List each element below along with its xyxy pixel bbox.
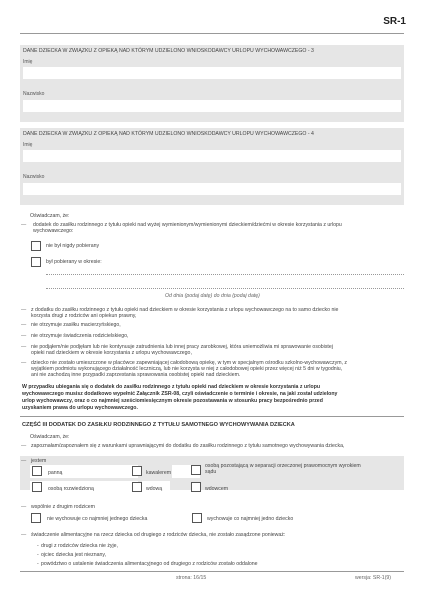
child-block-3-heading: DANE DZIECKA W ZWIĄZKU Z OPIEKĄ NAD KTÓRYM UDZIELONO WNIOSKODAWCY URLOPU WYCHOWAWCZEGO - 3: [23, 48, 314, 54]
dash-marker: —: [21, 344, 27, 350]
reason-marker: -: [37, 543, 39, 549]
dash-marker: —: [21, 322, 27, 328]
reason-3: powództwo o ustalenie świadczenia alimentacyjnego od drugiego z rodziców zostało oddalone: [41, 561, 258, 567]
separacja-checkbox[interactable]: [191, 465, 201, 475]
imie-label: Imię: [23, 59, 33, 65]
opt-never-received: nie był nigdy pobierany: [46, 243, 100, 249]
opt-rozwiedziona: osobą rozwiedzioną: [48, 486, 94, 492]
dash-marker: —: [21, 443, 27, 449]
dash-marker: —: [21, 360, 27, 366]
decl-item-4-l1: nie podjąłem/nie podjęłam lub nie kontynuuje zatrudnienia lub innej pracy zarobkowej, która uniemożliwia mi sprawowanie osobistej: [31, 344, 333, 350]
dash-marker: —: [21, 532, 27, 538]
reason-2: ojciec dziecka jest nieznany,: [41, 552, 107, 558]
dash-marker: —: [21, 222, 27, 228]
nazwisko-label: Nazwisko: [23, 174, 45, 180]
opt-received-period: był pobierany w okresie:: [46, 259, 102, 265]
never-received-checkbox[interactable]: [31, 241, 41, 251]
part3-intro: Oświadczam, że:: [30, 434, 70, 440]
alimenty-text: świadczenie alimentacyjne na rzecz dziecka od drugiego z rodziców dziecka, nie zostało zasądzone ponieważ:: [31, 532, 286, 538]
date-line-2[interactable]: [46, 288, 404, 289]
form-code: SR-1: [383, 16, 406, 27]
opt-wdowcem: wdowcem: [205, 486, 229, 492]
form-version: wersja: SR-1(9): [355, 575, 392, 581]
decl-item-3: nie otrzymuje świadczenia rodzicielskiego,: [31, 333, 129, 339]
reason-marker: -: [37, 552, 39, 558]
opt-kawalerem: kawalerem: [146, 470, 172, 476]
part3-item1: zapoznałam/zapoznałem się z warunkami uprawniającymi do dodatku do zasiłku rodzinnego z tytułu samotnego wychowywania dziecka,: [31, 443, 345, 449]
imie-label: Imię: [23, 142, 33, 148]
opt-wychowuje: wychowuje co najmniej jedno dziecko: [207, 516, 294, 522]
opt-panna: panną: [48, 470, 63, 476]
header-divider: [20, 33, 404, 34]
panna-checkbox[interactable]: [32, 466, 42, 476]
decl-item-2: nie otrzymuje zasiłku macierzyńskiego,: [31, 322, 121, 328]
decl-item-5-l3: ani nie zachodzą inne przypadki zaprzestania sprawowania osobistej opieki nad dzieckiem.: [31, 372, 241, 378]
decl-item-1-l1: z dodatku do zasiłku rodzinnego z tytułu opieki nad dzieckiem w okresie korzystania z urlopu wychowawczego na to samo dziecko nie: [31, 307, 339, 313]
section-divider: [20, 416, 404, 417]
part3-heading: CZĘŚĆ III DODATEK DO ZASIŁKU RODZINNEGO Z TYTUŁU SAMOTNEGO WYCHOWYWANIA DZIECKA: [22, 422, 295, 428]
jestem-label: jestem: [31, 458, 47, 464]
dash-marker: —: [21, 333, 27, 339]
child-block-3: [20, 45, 404, 122]
zsr08-note-l4: uzyskaniem prawa do urlopu wychowawczego.: [22, 405, 138, 411]
date-line-1[interactable]: [46, 274, 404, 275]
child4-imie-input[interactable]: [23, 150, 401, 162]
wdowcem-checkbox[interactable]: [191, 482, 201, 492]
child3-imie-input[interactable]: [23, 67, 401, 79]
dash-marker: —: [21, 504, 27, 510]
decl-item-4-l2: opieki nad dzieckiem w okresie korzystania z urlopu wychowawczego,: [31, 350, 192, 356]
panna-field: [30, 465, 138, 478]
reason-marker: -: [37, 561, 39, 567]
opt-separacja-l2: sądu: [205, 469, 217, 475]
received-period-checkbox[interactable]: [31, 257, 41, 267]
zsr08-note-l3: urlop wychowawczy, oraz o co najmniej sześciomiesięcznym okresie pozostawania w stosunku pracy bezpośrednio przed: [22, 398, 323, 404]
child3-nazwisko-input[interactable]: [23, 100, 401, 112]
wspolnie-label: wspólnie z drugim rodzicem: [31, 504, 96, 510]
child4-nazwisko-input[interactable]: [23, 183, 401, 195]
wychowuje-checkbox[interactable]: [192, 513, 202, 523]
nazwisko-label: Nazwisko: [23, 91, 45, 97]
child-block-4-heading: DANE DZIECKA W ZWIĄZKU Z OPIEKĄ NAD KTÓRYM UDZIELONO WNIOSKODAWCY URLOPU WYCHOWAWCZEGO - 4: [23, 131, 314, 137]
decl-item-5-l1: dziecko nie zostało umieszczone w placówce zapewniającej całodobową opiekę, w tym w specjalnym ośrodku szkolno-wychowawczym, z: [31, 360, 348, 366]
declaration-item1-line1: dodatek do zasiłku rodzinnego z tytułu opieki nad wyżej wymienionym/wymienionymi dzieckiem/dziećmi w okresie korzystania z urlopu: [33, 222, 342, 228]
declaration-item1-line2: wychowawczego:: [33, 228, 74, 234]
dash-marker: —: [21, 307, 27, 313]
footer-divider: [20, 571, 404, 572]
dash-marker: —: [21, 458, 27, 464]
reason-1: drugi z rodziców dziecka nie żyje,: [41, 543, 118, 549]
zsr08-note-l2: wychowawczego musisz dodatkowo wypełnić Załącznik ZSR-08, czyli oświadczenie o terminie i okresie, na jaki został udzielony: [22, 391, 338, 397]
child-block-4: [20, 128, 404, 205]
kawalerem-checkbox[interactable]: [132, 466, 142, 476]
rozwiedziona-checkbox[interactable]: [32, 482, 42, 492]
decl-item-5-l2: wyjątkiem podmiotu wykonującego działalność leczniczą, lub nie korzysta w niej z całodobowej opieki przez więcej niż 5 dni w tygodniu,: [31, 366, 343, 372]
wdowa-checkbox[interactable]: [132, 482, 142, 492]
nie-wychowuje-checkbox[interactable]: [31, 513, 41, 523]
zsr08-note-l1: W przypadku ubiegania się o dodatek do zasiłku rodzinnego z tytułu opieki nad dzieckiem w okresie korzystania z urlopu: [22, 384, 321, 390]
opt-wdowa: wdową: [146, 486, 163, 492]
declaration-intro: Oświadczam, że:: [30, 213, 70, 219]
opt-nie-wychowuje: nie wychowuje co najmniej jednego dziecka: [47, 516, 148, 522]
date-caption: Od dnia (podaj datę) do dnia (podaj datę): [165, 293, 260, 299]
decl-item-1-l2: korzysta drugi z rodziców ani opiekun prawny,: [31, 313, 137, 319]
page-number: strona: 16/15: [176, 575, 207, 581]
opt-separacja-l1: osobą pozostającą w separacji orzeczonej prawomocnym wyrokiem: [205, 463, 361, 469]
